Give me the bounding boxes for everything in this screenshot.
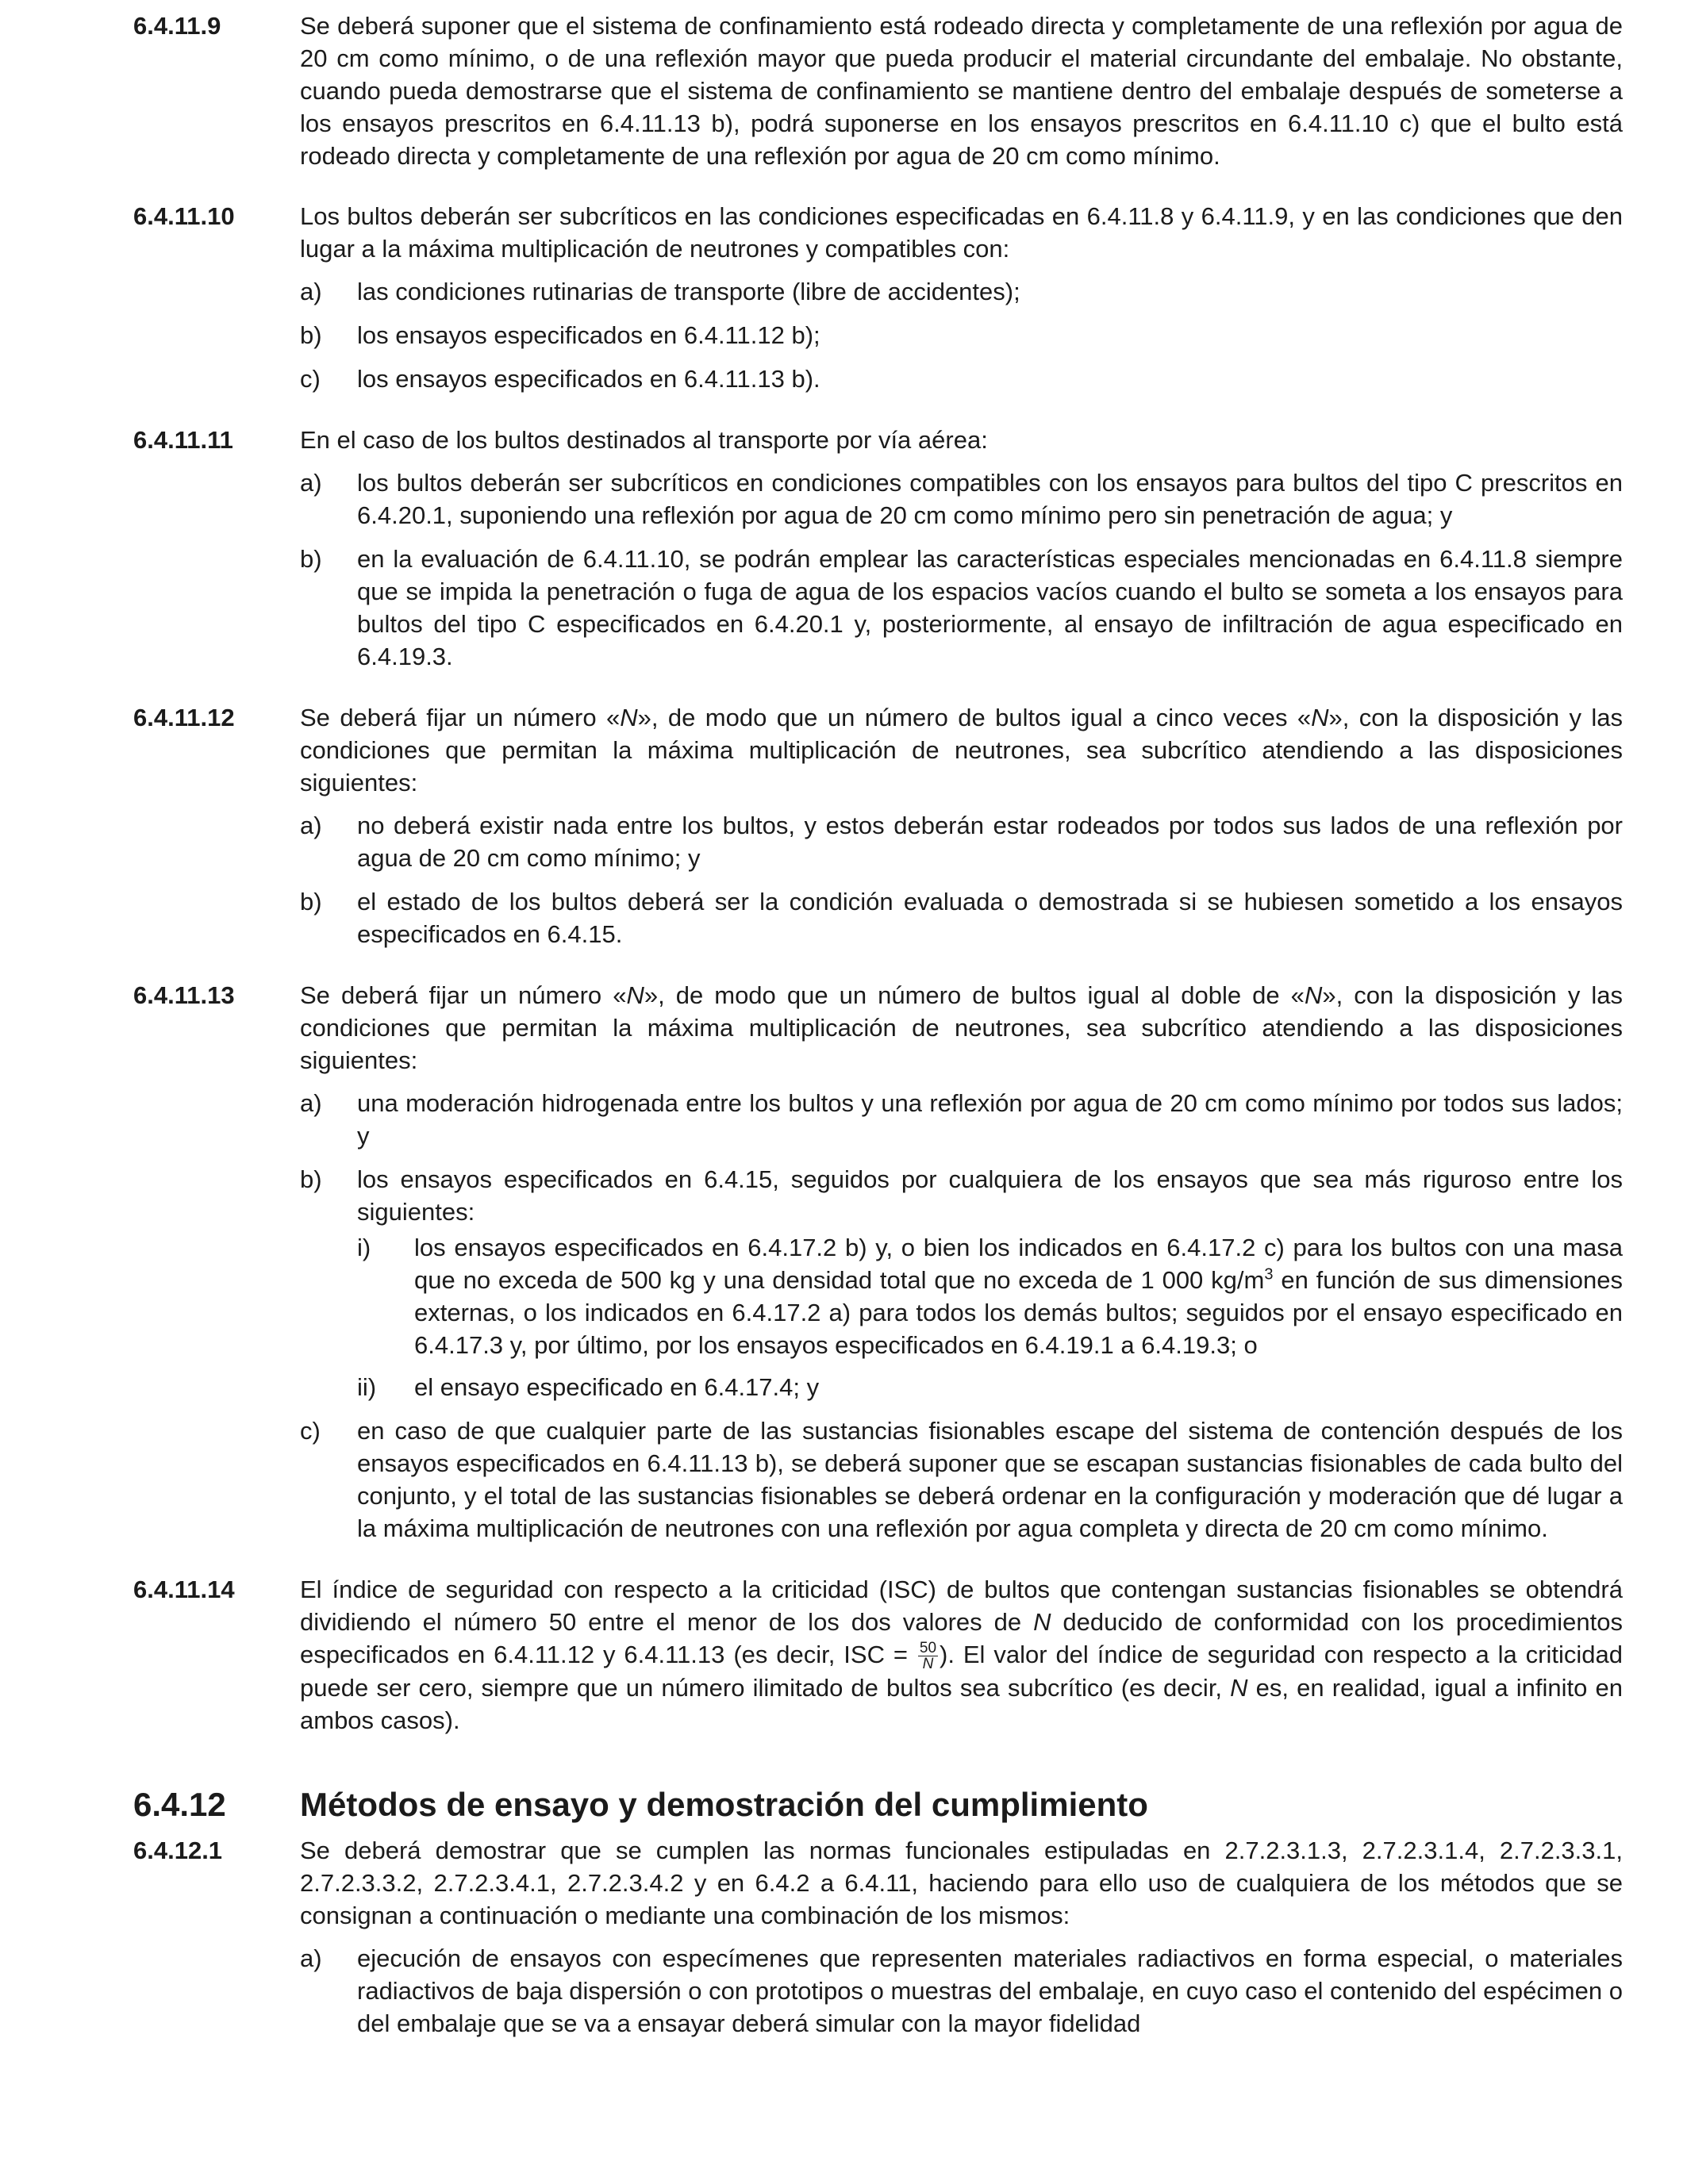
item-label: c) — [300, 365, 321, 393]
clause-text: Se deberá suponer que el sistema de confinamiento está rodeado directa y completamente de una reflexión por agua de 20 cm como mínimo, o de una reflexión mayor que pueda producir el material circundante del embalaje. No obstante, cuando pueda demostrarse que el sistema de confinamiento se mantiene dentro del embalaje después de someterse a los ensayos prescritos en 6.4.11.13 b), podrá suponerse en los ensayos prescritos en 6.4.11.10 c) que el bulto está rodeado directa y completamente de una reflexión por agua de 20 cm como mínimo. — [300, 12, 1623, 170]
clause-number: 6.4.12.1 — [133, 1837, 223, 1865]
text-run: en función de sus dimensiones externas, o los indicados en 6.4.17.2 a) para todos los demás bultos; seguidos por el ensayo especificado en 6.4.17.3 y, por último, por los ensayos especificados en 6.4.19.1 a 6.4.19.3; o — [414, 1266, 1623, 1359]
superscript: 3 — [1264, 1265, 1274, 1284]
item-text: en la evaluación de 6.4.11.10, se podrán emplear las características especiales mencionadas en 6.4.11.8 siempre que se impida la penetración o fuga de agua de los espacios vacíos cuando el bulto se someta a los ensayos para bultos del tipo C especificados en 6.4.20.1 y, posteriormente, al ensayo de infiltración de agua especificado en 6.4.19.3. — [357, 545, 1623, 670]
item-text: el estado de los bultos deberá ser la condición evaluada o demostrada si se hubiesen sometido a los ensayos especificados en 6.4.15. — [357, 888, 1623, 948]
item-text: ejecución de ensayos con especímenes que representen materiales radiactivos en forma especial, o materiales radiactivos de baja dispersión o con prototipos o muestras del embalaje, en cuyo caso el contenido del espécimen o del embalaje que se va a ensayar deberá simular con la mayor fidelidad — [357, 1944, 1623, 2038]
subitem-text: el ensayo especificado en 6.4.17.4; y — [414, 1373, 820, 1401]
subitem-label: ii) — [357, 1373, 377, 1401]
variable-n: N — [626, 981, 644, 1009]
sub-list-item — [357, 1231, 1623, 1361]
item-text: no deberá existir nada entre los bultos, y estos deberán estar rodeados por todos sus lados de una reflexión por agua de 20 cm como mínimo; y — [357, 812, 1623, 872]
item-label: b) — [300, 1165, 322, 1193]
item-text: los ensayos especificados en 6.4.15, seguidos por cualquiera de los ensayos que sea más riguroso entre los siguientes: — [357, 1165, 1623, 1226]
item-label: b) — [300, 545, 322, 573]
clause-text — [300, 701, 1623, 799]
subitem-text — [414, 1231, 1623, 1361]
fraction — [918, 1641, 938, 1672]
clause-text — [300, 979, 1623, 1077]
item-label: a) — [300, 1089, 322, 1117]
item-text: las condiciones rutinarias de transporte (libre de accidentes); — [357, 278, 1020, 305]
text-run: », de modo que un número de bultos igual al doble de « — [644, 981, 1305, 1009]
clause-6-4-11-13 — [0, 979, 1687, 1556]
clause-text: Se deberá demostrar que se cumplen las normas funcionales estipuladas en 2.7.2.3.1.3, 2.7.2.3.1.4, 2.7.2.3.3.1, 2.7.2.3.3.2, 2.7.2.3.4.1, 2.7.2.3.4.2 y en 6.4.2 a 6.4.11, haciendo para ello uso de cualquiera de los métodos que se consignan a continuación o mediante una combinación de los mismos: — [300, 1837, 1623, 1930]
clause-6-4-11-10 — [0, 200, 1687, 406]
list-item — [300, 363, 1623, 395]
section-number: 6.4.12 — [133, 1786, 226, 1824]
list-item — [300, 543, 1623, 673]
variable-n: N — [1230, 1674, 1248, 1702]
sub-list-item — [357, 1371, 1623, 1403]
subitem-label: i) — [357, 1234, 371, 1261]
clause-number: 6.4.11.14 — [133, 1576, 235, 1603]
list-item — [300, 809, 1623, 874]
clause-number: 6.4.11.13 — [133, 981, 235, 1009]
list-item — [300, 275, 1623, 308]
item-text: en caso de que cualquier parte de las sustancias fisionables escape del sistema de contención después de los ensayos especificados en 6.4.11.13 b), se deberá suponer que se escapan sustancias fisionables de cada bulto del conjunto, y el total de las sustancias fisionables se deberá ordenar en la configuración y moderación que dé lugar a la máxima multiplicación de neutrones con una reflexión por agua completa y directa de 20 cm como mínimo. — [357, 1417, 1623, 1542]
item-label: a) — [300, 1944, 322, 1973]
item-text: los ensayos especificados en 6.4.11.12 b); — [357, 321, 820, 349]
item-label: a) — [300, 278, 322, 305]
fraction-denominator: N — [922, 1656, 934, 1673]
variable-n: N — [1311, 704, 1329, 731]
clause-number: 6.4.11.9 — [133, 12, 221, 40]
clause-6-4-11-12 — [0, 701, 1687, 961]
fraction-numerator: 50 — [919, 1640, 937, 1657]
text-run: ). El valor del índice de seguridad con respecto a la criticidad puede ser cero, siempre que un número ilimitado de bultos sea subcrítico (es decir, — [300, 1641, 1623, 1702]
variable-n: N — [620, 704, 638, 731]
clause-6-4-11-14 — [0, 1573, 1687, 1747]
list-item — [300, 1414, 1623, 1545]
text-run: », de modo que un número de bultos igual a cinco veces « — [637, 704, 1312, 731]
item-text: una moderación hidrogenada entre los bultos y una reflexión por agua de 20 cm como mínimo por todos sus lados; y — [357, 1089, 1623, 1150]
item-label: a) — [300, 812, 322, 839]
item-text: los bultos deberán ser subcríticos en condiciones compatibles con los ensayos para bultos del tipo C prescritos en 6.4.20.1, suponiendo una reflexión por agua de 20 cm como mínimo pero sin penetración de agua; y — [357, 469, 1623, 529]
clause-6-4-12-1 — [0, 1834, 1687, 2051]
clause-number: 6.4.11.12 — [133, 704, 235, 731]
text-run: », con la disposición y las condiciones que permitan la máxima multiplicación de neutrones, sea subcrítico atendiendo a las disposiciones siguientes: — [300, 704, 1623, 796]
clause-6-4-11-11 — [0, 424, 1687, 684]
clause-number: 6.4.11.11 — [133, 426, 233, 454]
item-text: los ensayos especificados en 6.4.11.13 b). — [357, 365, 820, 393]
text-run: Se deberá fijar un número « — [300, 981, 627, 1009]
section-title: Métodos de ensayo y demostración del cumplimiento — [300, 1786, 1148, 1824]
clause-number: 6.4.11.10 — [133, 202, 235, 230]
item-label: b) — [300, 888, 322, 915]
clause-text: En el caso de los bultos destinados al transporte por vía aérea: — [300, 426, 988, 454]
section-heading — [0, 1783, 1687, 1826]
clause-text: Los bultos deberán ser subcríticos en las condiciones especificadas en 6.4.11.8 y 6.4.11.9, y en las condiciones que den lugar a la máxima multiplicación de neutrones y compatibles con: — [300, 202, 1623, 263]
variable-n: N — [1304, 981, 1323, 1009]
clause-6-4-11-9 — [0, 10, 1687, 182]
list-item — [300, 1087, 1623, 1152]
text-run: », con la disposición y las condiciones que permitan la máxima multiplicación de neutrones, sea subcrítico atendiendo a las disposiciones siguientes: — [300, 981, 1623, 1074]
variable-n: N — [1033, 1608, 1051, 1636]
item-label: b) — [300, 321, 322, 349]
list-item — [300, 466, 1623, 532]
document-page — [0, 10, 1687, 2068]
text-run: El índice de seguridad con respecto a la criticidad (ISC) de bultos que contengan sustancias fisionables se obtendrá dividiendo el número 50 entre el menor de los dos valores de — [300, 1576, 1623, 1636]
item-label: c) — [300, 1417, 321, 1445]
text-run: los ensayos especificados en 6.4.17.2 b) y, o bien los indicados en 6.4.17.2 c) para los bultos con una masa que no exceda de 500 kg y una densidad total que no exceda de 1 000 kg/m — [414, 1234, 1623, 1294]
list-item — [300, 1163, 1623, 1403]
text-run: deducido de conformidad con los procedimientos especificados en 6.4.11.12 y 6.4.11.13 (es decir, ISC = — [300, 1608, 1623, 1668]
clause-text — [300, 1573, 1623, 1737]
text-run: Se deberá fijar un número « — [300, 704, 621, 731]
text-run: es, en realidad, igual a infinito en ambos casos). — [300, 1674, 1623, 1735]
item-label: a) — [300, 469, 322, 497]
list-item — [300, 885, 1623, 950]
list-item — [300, 1942, 1623, 2040]
list-item — [300, 319, 1623, 351]
